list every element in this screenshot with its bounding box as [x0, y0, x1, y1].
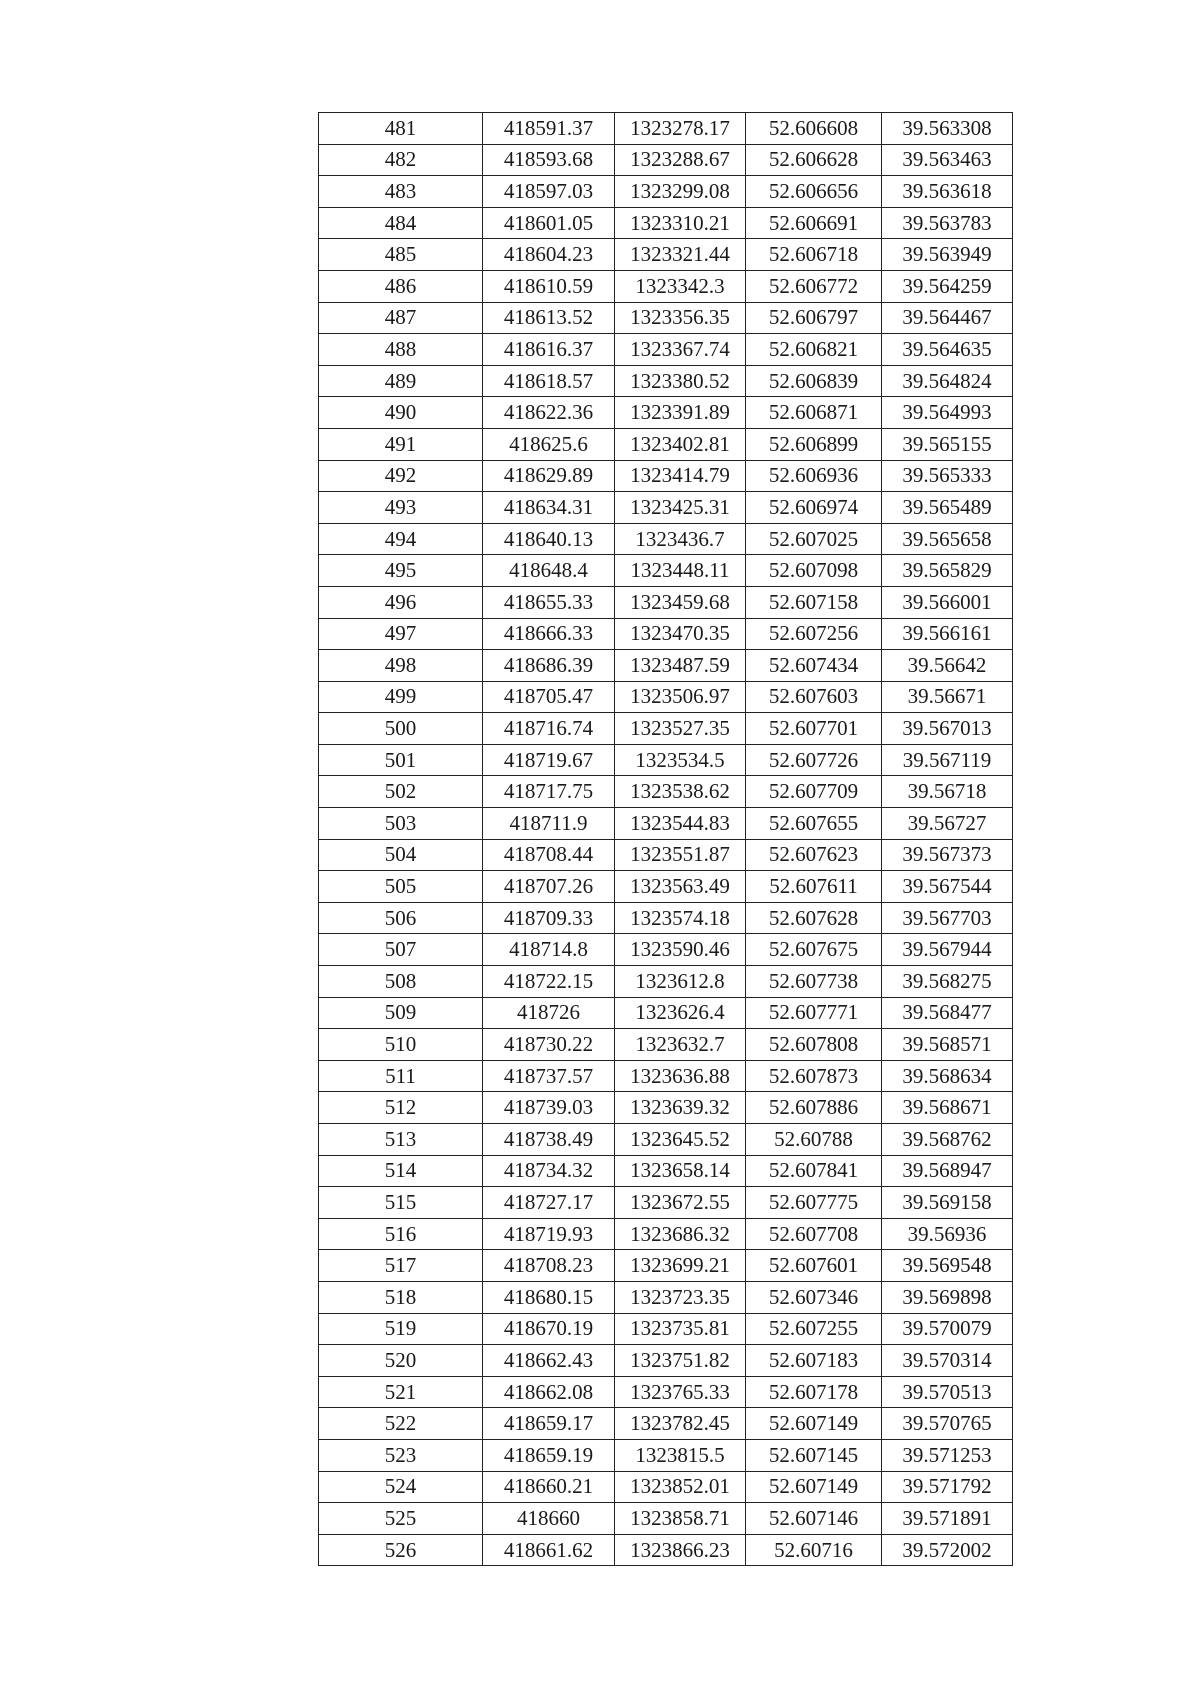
x-coordinate-cell: 418680.15: [483, 1281, 615, 1313]
point-number-cell: 510: [319, 1029, 483, 1061]
point-number-cell: 488: [319, 334, 483, 366]
table-row: [319, 1124, 1013, 1156]
longitude-cell: 39.570079: [882, 1313, 1013, 1345]
latitude-cell: 52.607738: [746, 966, 882, 998]
table-body: [319, 113, 1013, 1566]
longitude-cell: 39.563308: [882, 113, 1013, 145]
longitude-cell: 39.567703: [882, 902, 1013, 934]
latitude-cell: 52.607149: [746, 1408, 882, 1440]
point-number-cell: 487: [319, 302, 483, 334]
table-row: [319, 934, 1013, 966]
table-row: [319, 681, 1013, 713]
longitude-cell: 39.56727: [882, 808, 1013, 840]
longitude-cell: 39.56642: [882, 650, 1013, 682]
longitude-cell: 39.567119: [882, 744, 1013, 776]
x-coordinate-cell: 418616.37: [483, 334, 615, 366]
table-row: [319, 144, 1013, 176]
longitude-cell: 39.564635: [882, 334, 1013, 366]
x-coordinate-cell: 418662.08: [483, 1376, 615, 1408]
y-coordinate-cell: 1323278.17: [615, 113, 746, 145]
latitude-cell: 52.607628: [746, 902, 882, 934]
y-coordinate-cell: 1323658.14: [615, 1155, 746, 1187]
point-number-cell: 516: [319, 1218, 483, 1250]
table-row: [319, 1281, 1013, 1313]
point-number-cell: 499: [319, 681, 483, 713]
table-row: [319, 239, 1013, 271]
coordinates-table: [318, 112, 1013, 1566]
table-row: [319, 839, 1013, 871]
table-row: [319, 1439, 1013, 1471]
table-row: [319, 966, 1013, 998]
longitude-cell: 39.568634: [882, 1060, 1013, 1092]
y-coordinate-cell: 1323538.62: [615, 776, 746, 808]
x-coordinate-cell: 418625.6: [483, 428, 615, 460]
latitude-cell: 52.607603: [746, 681, 882, 713]
y-coordinate-cell: 1323506.97: [615, 681, 746, 713]
point-number-cell: 509: [319, 997, 483, 1029]
point-number-cell: 515: [319, 1187, 483, 1219]
longitude-cell: 39.567373: [882, 839, 1013, 871]
point-number-cell: 524: [319, 1471, 483, 1503]
latitude-cell: 52.607841: [746, 1155, 882, 1187]
point-number-cell: 496: [319, 586, 483, 618]
y-coordinate-cell: 1323544.83: [615, 808, 746, 840]
point-number-cell: 504: [319, 839, 483, 871]
y-coordinate-cell: 1323391.89: [615, 397, 746, 429]
latitude-cell: 52.607701: [746, 713, 882, 745]
x-coordinate-cell: 418659.17: [483, 1408, 615, 1440]
y-coordinate-cell: 1323574.18: [615, 902, 746, 934]
point-number-cell: 525: [319, 1503, 483, 1535]
longitude-cell: 39.571792: [882, 1471, 1013, 1503]
latitude-cell: 52.606797: [746, 302, 882, 334]
latitude-cell: 52.606821: [746, 334, 882, 366]
longitude-cell: 39.563949: [882, 239, 1013, 271]
table-row: [319, 428, 1013, 460]
table-row: [319, 555, 1013, 587]
point-number-cell: 517: [319, 1250, 483, 1282]
x-coordinate-cell: 418655.33: [483, 586, 615, 618]
point-number-cell: 482: [319, 144, 483, 176]
point-number-cell: 497: [319, 618, 483, 650]
point-number-cell: 484: [319, 207, 483, 239]
x-coordinate-cell: 418716.74: [483, 713, 615, 745]
longitude-cell: 39.563463: [882, 144, 1013, 176]
longitude-cell: 39.566001: [882, 586, 1013, 618]
latitude-cell: 52.607808: [746, 1029, 882, 1061]
point-number-cell: 501: [319, 744, 483, 776]
y-coordinate-cell: 1323487.59: [615, 650, 746, 682]
latitude-cell: 52.607623: [746, 839, 882, 871]
latitude-cell: 52.607771: [746, 997, 882, 1029]
latitude-cell: 52.607726: [746, 744, 882, 776]
x-coordinate-cell: 418593.68: [483, 144, 615, 176]
latitude-cell: 52.607886: [746, 1092, 882, 1124]
point-number-cell: 513: [319, 1124, 483, 1156]
latitude-cell: 52.606608: [746, 113, 882, 145]
point-number-cell: 514: [319, 1155, 483, 1187]
x-coordinate-cell: 418719.67: [483, 744, 615, 776]
x-coordinate-cell: 418622.36: [483, 397, 615, 429]
table-row: [319, 270, 1013, 302]
latitude-cell: 52.607775: [746, 1187, 882, 1219]
x-coordinate-cell: 418727.17: [483, 1187, 615, 1219]
longitude-cell: 39.569548: [882, 1250, 1013, 1282]
latitude-cell: 52.607708: [746, 1218, 882, 1250]
y-coordinate-cell: 1323436.7: [615, 523, 746, 555]
table-row: [319, 902, 1013, 934]
x-coordinate-cell: 418662.43: [483, 1345, 615, 1377]
x-coordinate-cell: 418634.31: [483, 492, 615, 524]
table-row: [319, 1155, 1013, 1187]
y-coordinate-cell: 1323402.81: [615, 428, 746, 460]
latitude-cell: 52.607149: [746, 1471, 882, 1503]
table-row: [319, 1092, 1013, 1124]
longitude-cell: 39.564259: [882, 270, 1013, 302]
y-coordinate-cell: 1323448.11: [615, 555, 746, 587]
y-coordinate-cell: 1323425.31: [615, 492, 746, 524]
latitude-cell: 52.607873: [746, 1060, 882, 1092]
point-number-cell: 507: [319, 934, 483, 966]
table-row: [319, 397, 1013, 429]
point-number-cell: 483: [319, 176, 483, 208]
longitude-cell: 39.567013: [882, 713, 1013, 745]
longitude-cell: 39.564993: [882, 397, 1013, 429]
y-coordinate-cell: 1323723.35: [615, 1281, 746, 1313]
x-coordinate-cell: 418659.19: [483, 1439, 615, 1471]
point-number-cell: 489: [319, 365, 483, 397]
table-row: [319, 1503, 1013, 1535]
point-number-cell: 512: [319, 1092, 483, 1124]
longitude-cell: 39.569158: [882, 1187, 1013, 1219]
longitude-cell: 39.568571: [882, 1029, 1013, 1061]
table-row: [319, 334, 1013, 366]
longitude-cell: 39.563783: [882, 207, 1013, 239]
x-coordinate-cell: 418709.33: [483, 902, 615, 934]
longitude-cell: 39.570765: [882, 1408, 1013, 1440]
table-row: [319, 586, 1013, 618]
longitude-cell: 39.564824: [882, 365, 1013, 397]
longitude-cell: 39.565829: [882, 555, 1013, 587]
table-row: [319, 650, 1013, 682]
x-coordinate-cell: 418737.57: [483, 1060, 615, 1092]
y-coordinate-cell: 1323310.21: [615, 207, 746, 239]
y-coordinate-cell: 1323612.8: [615, 966, 746, 998]
point-number-cell: 526: [319, 1534, 483, 1566]
longitude-cell: 39.56718: [882, 776, 1013, 808]
y-coordinate-cell: 1323380.52: [615, 365, 746, 397]
longitude-cell: 39.565489: [882, 492, 1013, 524]
y-coordinate-cell: 1323342.3: [615, 270, 746, 302]
table-row: [319, 113, 1013, 145]
x-coordinate-cell: 418640.13: [483, 523, 615, 555]
point-number-cell: 502: [319, 776, 483, 808]
point-number-cell: 495: [319, 555, 483, 587]
table-row: [319, 1313, 1013, 1345]
latitude-cell: 52.607256: [746, 618, 882, 650]
y-coordinate-cell: 1323686.32: [615, 1218, 746, 1250]
y-coordinate-cell: 1323288.67: [615, 144, 746, 176]
y-coordinate-cell: 1323751.82: [615, 1345, 746, 1377]
x-coordinate-cell: 418610.59: [483, 270, 615, 302]
x-coordinate-cell: 418734.32: [483, 1155, 615, 1187]
longitude-cell: 39.563618: [882, 176, 1013, 208]
point-number-cell: 508: [319, 966, 483, 998]
x-coordinate-cell: 418629.89: [483, 460, 615, 492]
y-coordinate-cell: 1323866.23: [615, 1534, 746, 1566]
table-row: [319, 744, 1013, 776]
y-coordinate-cell: 1323672.55: [615, 1187, 746, 1219]
latitude-cell: 52.607145: [746, 1439, 882, 1471]
point-number-cell: 492: [319, 460, 483, 492]
point-number-cell: 518: [319, 1281, 483, 1313]
table-row: [319, 871, 1013, 903]
point-number-cell: 523: [319, 1439, 483, 1471]
point-number-cell: 491: [319, 428, 483, 460]
latitude-cell: 52.60716: [746, 1534, 882, 1566]
y-coordinate-cell: 1323356.35: [615, 302, 746, 334]
point-number-cell: 485: [319, 239, 483, 271]
y-coordinate-cell: 1323551.87: [615, 839, 746, 871]
x-coordinate-cell: 418686.39: [483, 650, 615, 682]
longitude-cell: 39.571891: [882, 1503, 1013, 1535]
y-coordinate-cell: 1323765.33: [615, 1376, 746, 1408]
table-row: [319, 1408, 1013, 1440]
x-coordinate-cell: 418597.03: [483, 176, 615, 208]
y-coordinate-cell: 1323470.35: [615, 618, 746, 650]
latitude-cell: 52.606691: [746, 207, 882, 239]
point-number-cell: 490: [319, 397, 483, 429]
longitude-cell: 39.570513: [882, 1376, 1013, 1408]
latitude-cell: 52.607346: [746, 1281, 882, 1313]
table-row: [319, 1060, 1013, 1092]
x-coordinate-cell: 418648.4: [483, 555, 615, 587]
x-coordinate-cell: 418601.05: [483, 207, 615, 239]
longitude-cell: 39.568275: [882, 966, 1013, 998]
longitude-cell: 39.568477: [882, 997, 1013, 1029]
latitude-cell: 52.607601: [746, 1250, 882, 1282]
point-number-cell: 506: [319, 902, 483, 934]
point-number-cell: 500: [319, 713, 483, 745]
longitude-cell: 39.565333: [882, 460, 1013, 492]
x-coordinate-cell: 418722.15: [483, 966, 615, 998]
table-row: [319, 302, 1013, 334]
latitude-cell: 52.607611: [746, 871, 882, 903]
table-row: [319, 808, 1013, 840]
x-coordinate-cell: 418613.52: [483, 302, 615, 334]
table-row: [319, 1534, 1013, 1566]
point-number-cell: 481: [319, 113, 483, 145]
y-coordinate-cell: 1323858.71: [615, 1503, 746, 1535]
table-row: [319, 1250, 1013, 1282]
point-number-cell: 498: [319, 650, 483, 682]
table-row: [319, 207, 1013, 239]
longitude-cell: 39.568671: [882, 1092, 1013, 1124]
x-coordinate-cell: 418711.9: [483, 808, 615, 840]
point-number-cell: 503: [319, 808, 483, 840]
longitude-cell: 39.564467: [882, 302, 1013, 334]
x-coordinate-cell: 418591.37: [483, 113, 615, 145]
longitude-cell: 39.567944: [882, 934, 1013, 966]
y-coordinate-cell: 1323299.08: [615, 176, 746, 208]
y-coordinate-cell: 1323735.81: [615, 1313, 746, 1345]
y-coordinate-cell: 1323534.5: [615, 744, 746, 776]
point-number-cell: 519: [319, 1313, 483, 1345]
y-coordinate-cell: 1323852.01: [615, 1471, 746, 1503]
table-row: [319, 492, 1013, 524]
latitude-cell: 52.606718: [746, 239, 882, 271]
point-number-cell: 505: [319, 871, 483, 903]
x-coordinate-cell: 418618.57: [483, 365, 615, 397]
table-row: [319, 618, 1013, 650]
x-coordinate-cell: 418726: [483, 997, 615, 1029]
x-coordinate-cell: 418714.8: [483, 934, 615, 966]
x-coordinate-cell: 418707.26: [483, 871, 615, 903]
latitude-cell: 52.606899: [746, 428, 882, 460]
latitude-cell: 52.607025: [746, 523, 882, 555]
x-coordinate-cell: 418739.03: [483, 1092, 615, 1124]
longitude-cell: 39.565155: [882, 428, 1013, 460]
latitude-cell: 52.606936: [746, 460, 882, 492]
latitude-cell: 52.607098: [746, 555, 882, 587]
y-coordinate-cell: 1323367.74: [615, 334, 746, 366]
y-coordinate-cell: 1323782.45: [615, 1408, 746, 1440]
latitude-cell: 52.607178: [746, 1376, 882, 1408]
latitude-cell: 52.606772: [746, 270, 882, 302]
latitude-cell: 52.607434: [746, 650, 882, 682]
y-coordinate-cell: 1323414.79: [615, 460, 746, 492]
y-coordinate-cell: 1323563.49: [615, 871, 746, 903]
x-coordinate-cell: 418660.21: [483, 1471, 615, 1503]
longitude-cell: 39.56671: [882, 681, 1013, 713]
y-coordinate-cell: 1323636.88: [615, 1060, 746, 1092]
x-coordinate-cell: 418705.47: [483, 681, 615, 713]
x-coordinate-cell: 418604.23: [483, 239, 615, 271]
table-row: [319, 1218, 1013, 1250]
y-coordinate-cell: 1323699.21: [615, 1250, 746, 1282]
x-coordinate-cell: 418708.23: [483, 1250, 615, 1282]
table-row: [319, 523, 1013, 555]
y-coordinate-cell: 1323527.35: [615, 713, 746, 745]
table-row: [319, 713, 1013, 745]
x-coordinate-cell: 418708.44: [483, 839, 615, 871]
x-coordinate-cell: 418661.62: [483, 1534, 615, 1566]
table-row: [319, 1471, 1013, 1503]
latitude-cell: 52.60788: [746, 1124, 882, 1156]
longitude-cell: 39.568762: [882, 1124, 1013, 1156]
x-coordinate-cell: 418719.93: [483, 1218, 615, 1250]
latitude-cell: 52.606656: [746, 176, 882, 208]
table-row: [319, 365, 1013, 397]
longitude-cell: 39.565658: [882, 523, 1013, 555]
y-coordinate-cell: 1323321.44: [615, 239, 746, 271]
longitude-cell: 39.56936: [882, 1218, 1013, 1250]
x-coordinate-cell: 418666.33: [483, 618, 615, 650]
latitude-cell: 52.607183: [746, 1345, 882, 1377]
point-number-cell: 494: [319, 523, 483, 555]
y-coordinate-cell: 1323459.68: [615, 586, 746, 618]
y-coordinate-cell: 1323815.5: [615, 1439, 746, 1471]
point-number-cell: 521: [319, 1376, 483, 1408]
latitude-cell: 52.607655: [746, 808, 882, 840]
y-coordinate-cell: 1323645.52: [615, 1124, 746, 1156]
x-coordinate-cell: 418670.19: [483, 1313, 615, 1345]
longitude-cell: 39.566161: [882, 618, 1013, 650]
longitude-cell: 39.568947: [882, 1155, 1013, 1187]
latitude-cell: 52.606974: [746, 492, 882, 524]
latitude-cell: 52.607709: [746, 776, 882, 808]
point-number-cell: 486: [319, 270, 483, 302]
table-row: [319, 460, 1013, 492]
x-coordinate-cell: 418730.22: [483, 1029, 615, 1061]
x-coordinate-cell: 418660: [483, 1503, 615, 1535]
y-coordinate-cell: 1323626.4: [615, 997, 746, 1029]
longitude-cell: 39.571253: [882, 1439, 1013, 1471]
y-coordinate-cell: 1323639.32: [615, 1092, 746, 1124]
table-row: [319, 1376, 1013, 1408]
point-number-cell: 522: [319, 1408, 483, 1440]
longitude-cell: 39.567544: [882, 871, 1013, 903]
table-row: [319, 1187, 1013, 1219]
latitude-cell: 52.607255: [746, 1313, 882, 1345]
point-number-cell: 520: [319, 1345, 483, 1377]
longitude-cell: 39.570314: [882, 1345, 1013, 1377]
table-row: [319, 776, 1013, 808]
table-row: [319, 997, 1013, 1029]
y-coordinate-cell: 1323632.7: [615, 1029, 746, 1061]
longitude-cell: 39.572002: [882, 1534, 1013, 1566]
latitude-cell: 52.606628: [746, 144, 882, 176]
y-coordinate-cell: 1323590.46: [615, 934, 746, 966]
point-number-cell: 511: [319, 1060, 483, 1092]
latitude-cell: 52.606871: [746, 397, 882, 429]
latitude-cell: 52.606839: [746, 365, 882, 397]
table-row: [319, 176, 1013, 208]
longitude-cell: 39.569898: [882, 1281, 1013, 1313]
latitude-cell: 52.607158: [746, 586, 882, 618]
point-number-cell: 493: [319, 492, 483, 524]
x-coordinate-cell: 418738.49: [483, 1124, 615, 1156]
latitude-cell: 52.607675: [746, 934, 882, 966]
latitude-cell: 52.607146: [746, 1503, 882, 1535]
table-row: [319, 1345, 1013, 1377]
table-row: [319, 1029, 1013, 1061]
x-coordinate-cell: 418717.75: [483, 776, 615, 808]
